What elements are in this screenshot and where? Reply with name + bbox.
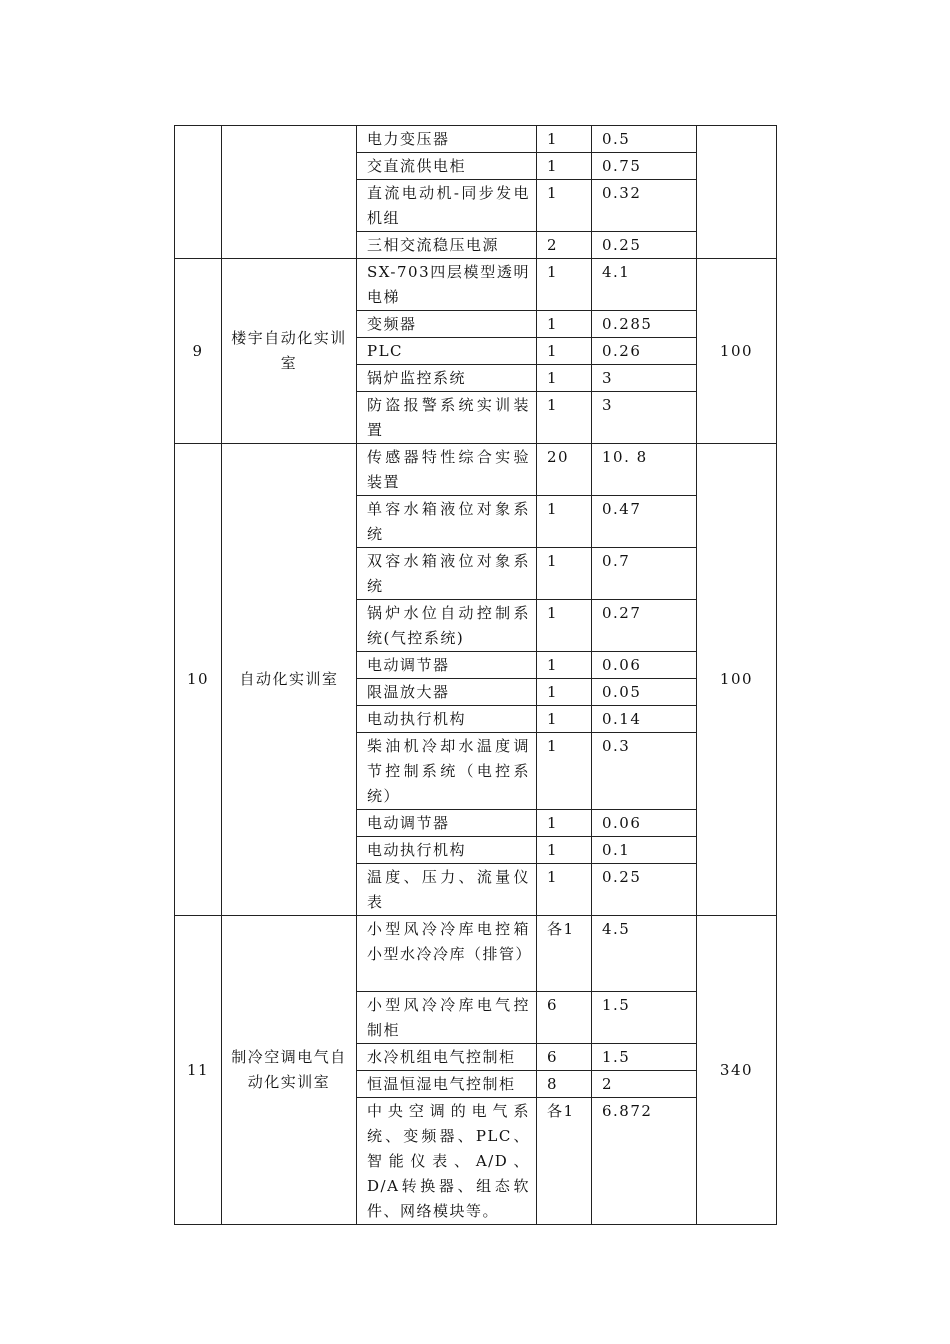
equipment-qty: 1 (537, 600, 592, 652)
equipment-value: 0.5 (592, 126, 697, 153)
equipment-value: 4.1 (592, 259, 697, 311)
equipment-name: SX-703四层模型透明电梯 (357, 259, 537, 311)
equipment-name: 直流电动机-同步发电机组 (357, 180, 537, 232)
equipment-value: 0.05 (592, 679, 697, 706)
equipment-name: 柴油机冷却水温度调节控制系统（电控系统） (357, 733, 537, 810)
equipment-value: 6.872 (592, 1098, 697, 1225)
equipment-value: 0.7 (592, 548, 697, 600)
equipment-qty: 1 (537, 311, 592, 338)
room-area: 340 (697, 916, 777, 1225)
equipment-qty: 1 (537, 864, 592, 916)
equipment-name: 水冷机组电气控制柜 (357, 1044, 537, 1071)
equipment-qty: 1 (537, 126, 592, 153)
equipment-value: 0.27 (592, 600, 697, 652)
equipment-value: 0.1 (592, 837, 697, 864)
equipment-value: 0.285 (592, 311, 697, 338)
equipment-name: 变频器 (357, 311, 537, 338)
equipment-name: 电动执行机构 (357, 706, 537, 733)
equipment-qty: 1 (537, 259, 592, 311)
equipment-value: 2 (592, 1071, 697, 1098)
room-name: 自动化实训室 (222, 444, 357, 916)
equipment-name: 小型风冷冷库电控箱小型水冷冷库（排管） (357, 916, 537, 992)
equipment-value: 1.5 (592, 1044, 697, 1071)
room-area: 100 (697, 259, 777, 444)
equipment-value: 0.47 (592, 496, 697, 548)
equipment-value: 0.06 (592, 810, 697, 837)
equipment-name: 锅炉水位自动控制系统(气控系统) (357, 600, 537, 652)
equipment-value: 0.32 (592, 180, 697, 232)
equipment-qty: 1 (537, 548, 592, 600)
equipment-name: 防盗报警系统实训装置 (357, 392, 537, 444)
equipment-value: 4.5 (592, 916, 697, 992)
room-name (222, 126, 357, 259)
equipment-value: 0.3 (592, 733, 697, 810)
equipment-value: 0.25 (592, 232, 697, 259)
equipment-name: 交直流供电柜 (357, 153, 537, 180)
table-row (175, 444, 777, 496)
equipment-value: 1.5 (592, 992, 697, 1044)
table-row (175, 916, 777, 992)
equipment-qty: 1 (537, 679, 592, 706)
equipment-name: PLC (357, 338, 537, 365)
equipment-qty: 6 (537, 1044, 592, 1071)
table-row (175, 126, 777, 153)
equipment-value: 3 (592, 365, 697, 392)
equipment-value: 3 (592, 392, 697, 444)
table-row (175, 259, 777, 311)
equipment-qty: 各1 (537, 1098, 592, 1225)
equipment-qty: 1 (537, 365, 592, 392)
equipment-qty: 1 (537, 180, 592, 232)
equipment-qty: 2 (537, 232, 592, 259)
equipment-name: 双容水箱液位对象系统 (357, 548, 537, 600)
equipment-qty: 1 (537, 837, 592, 864)
equipment-name: 单容水箱液位对象系统 (357, 496, 537, 548)
equipment-name: 电动执行机构 (357, 837, 537, 864)
equipment-table (174, 125, 777, 1225)
equipment-qty: 8 (537, 1071, 592, 1098)
equipment-value: 0.06 (592, 652, 697, 679)
equipment-name: 限温放大器 (357, 679, 537, 706)
room-area (697, 126, 777, 259)
equipment-qty: 1 (537, 338, 592, 365)
equipment-qty: 20 (537, 444, 592, 496)
equipment-qty: 1 (537, 153, 592, 180)
room-number (175, 126, 222, 259)
equipment-value: 10. 8 (592, 444, 697, 496)
equipment-value: 0.75 (592, 153, 697, 180)
equipment-value: 0.25 (592, 864, 697, 916)
room-number: 11 (175, 916, 222, 1225)
equipment-qty: 1 (537, 392, 592, 444)
equipment-name: 温度、压力、流量仪表 (357, 864, 537, 916)
room-area: 100 (697, 444, 777, 916)
room-name: 制冷空调电气自动化实训室 (222, 916, 357, 1225)
equipment-name: 恒温恒湿电气控制柜 (357, 1071, 537, 1098)
equipment-name: 三相交流稳压电源 (357, 232, 537, 259)
equipment-name: 中央空调的电气系统、变频器、PLC、智能仪表、A/D、D/A转换器、组态软件、网络模块等。 (357, 1098, 537, 1225)
room-number: 9 (175, 259, 222, 444)
equipment-name: 电动调节器 (357, 810, 537, 837)
equipment-qty: 6 (537, 992, 592, 1044)
room-number: 10 (175, 444, 222, 916)
room-name: 楼宇自动化实训室 (222, 259, 357, 444)
equipment-qty: 各1 (537, 916, 592, 992)
equipment-value: 0.14 (592, 706, 697, 733)
equipment-name: 锅炉监控系统 (357, 365, 537, 392)
equipment-qty: 1 (537, 652, 592, 679)
equipment-name: 传感器特性综合实验装置 (357, 444, 537, 496)
equipment-qty: 1 (537, 706, 592, 733)
equipment-name: 电动调节器 (357, 652, 537, 679)
equipment-name: 小型风冷冷库电气控制柜 (357, 992, 537, 1044)
equipment-value: 0.26 (592, 338, 697, 365)
equipment-qty: 1 (537, 733, 592, 810)
equipment-name: 电力变压器 (357, 126, 537, 153)
equipment-qty: 1 (537, 810, 592, 837)
equipment-qty: 1 (537, 496, 592, 548)
